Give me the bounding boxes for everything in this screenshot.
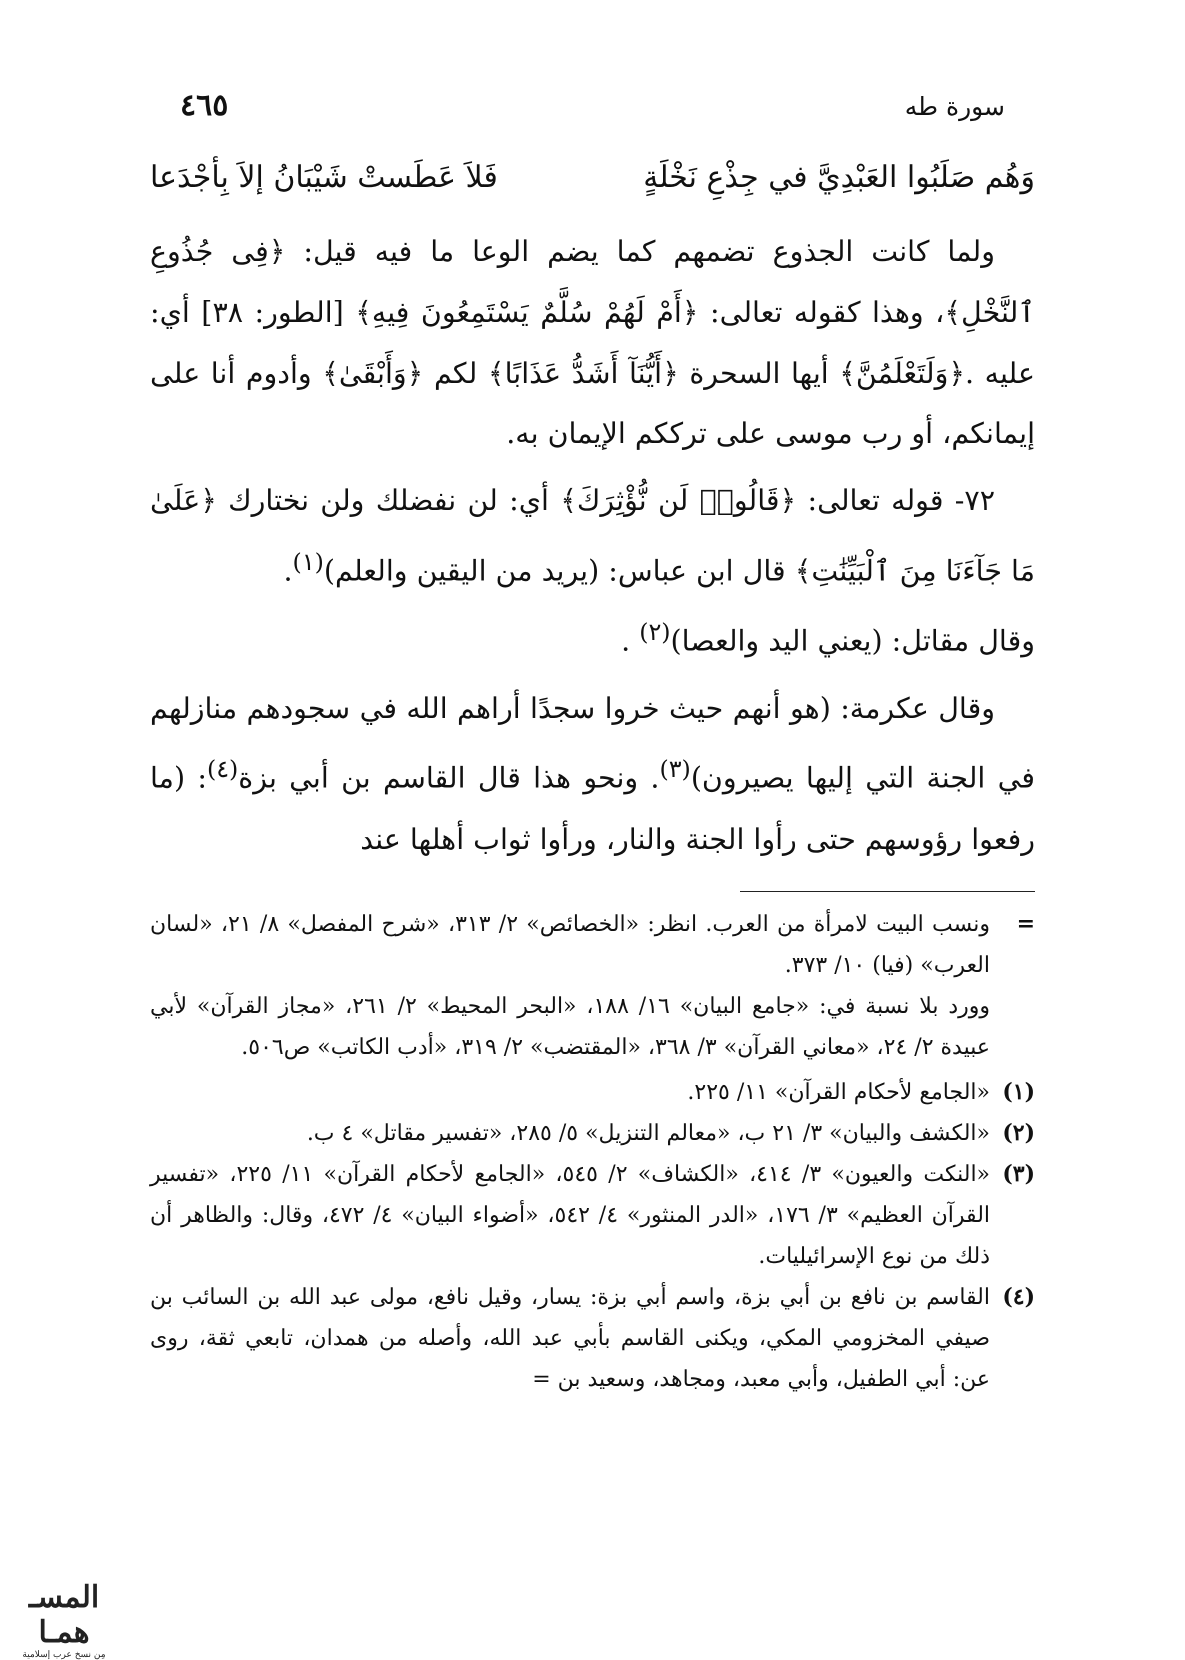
- footnote-ref-1[interactable]: (١): [292, 547, 324, 576]
- paragraph-2: [150, 471, 1035, 602]
- surah-title: سورة طه: [904, 92, 1005, 121]
- text-run: .: [283, 554, 293, 588]
- text-run: ، وهذا كقوله تعالى:: [709, 295, 945, 329]
- text-run: . ونحو هذا قال القاسم بن أبي بزة: [238, 761, 660, 795]
- footnote-separator: [740, 891, 1035, 892]
- footnote-continuation-2: [150, 986, 1035, 1068]
- quran-quote: ﴿فِى جُذُوعِ ٱلنَّخْلِ﴾: [150, 235, 1036, 329]
- text-run: : (ما رفعوا رؤوسهم حتى رأوا الجنة والنار، ورأوا ثواب أهلها عند: [150, 761, 1035, 856]
- quran-quote: ﴿أَيُّنَآ أَشَدُّ عَذَابًا﴾: [487, 356, 679, 390]
- footnote-number: (٢): [1002, 1120, 1035, 1146]
- footnote-ref-3[interactable]: (٣): [659, 755, 691, 784]
- text-run: وقال عكرمة: (هو أنهم حيث خروا سجدًا أراهم الله في سجودهم منازلهم في الجنة التي إليها يصيرون): [150, 691, 1035, 795]
- quran-quote: ﴿وَلَتَعْلَمُنَّ﴾: [839, 356, 966, 390]
- text-run: وأدوم أنا على إيمانكم، أو رب موسى على ترككم الإيمان به.: [150, 356, 1035, 451]
- text-run: لكم: [433, 356, 478, 390]
- quran-quote: ﴿وَأَبْقَىٰ﴾: [322, 356, 424, 390]
- footnote-4: [150, 1277, 1035, 1400]
- text-run: وقال مقاتل: (يعني اليد والعصا): [670, 624, 1035, 658]
- continuation-marker: =: [1016, 911, 1035, 937]
- footnote-1: [150, 1072, 1035, 1113]
- paragraph-2b: [150, 602, 1035, 672]
- quran-quote: ﴿قَالُوا۟ لَن نُّؤْثِرَكَ﴾: [560, 484, 797, 518]
- watermark-text: المسـ همـا: [28, 1580, 100, 1650]
- footnote-3: [150, 1154, 1035, 1277]
- footnote-number: (٤): [1002, 1284, 1035, 1310]
- quran-quote: ﴿أَمْ لَهُمْ سُلَّمٌ يَسْتَمِعُونَ فِيهِ﴾: [355, 295, 699, 329]
- footnote-text: القاسم بن نافع بن أبي بزة، واسم أبي بزة: يسار، وقيل نافع، مولى عبد الله بن السائب بن صيفي المخزومي المكي، ويكنى القاسم بأبي عبد الله، وأصله من همدان، تابعي ثقة، روى عن: أبي الطفيل، وأبي معبد، ومجاهد، وسعيد بن =: [150, 1285, 990, 1392]
- footnote-continuation: [150, 904, 1035, 986]
- text-run: .: [621, 624, 640, 658]
- page-header: [180, 88, 1005, 132]
- footnote-text: «النكت والعيون» ٣/ ٤١٤، «الكشاف» ٢/ ٥٤٥، «الجامع لأحكام القرآن» ١١/ ٢٢٥، «تفسير القرآن العظيم» ٣/ ١٧٦، «الدر المنثور» ٤/ ٥٤٢، «أضواء البيان» ٤/ ٤٧٢، وقال: والظاهر أن ذلك من نوع الإسرائيليات.: [150, 1162, 991, 1269]
- watermark-subtext: مِن نسخ عرب إسلامية: [22, 1650, 106, 1660]
- footnote-ref-4[interactable]: (٤): [206, 755, 239, 784]
- watermark-logo: [4, 1580, 124, 1660]
- footnote-2: [150, 1113, 1035, 1154]
- footnotes: [150, 904, 1035, 1400]
- text-run: ولما كانت الجذوع تضمهم كما يضم الوعا ما فيه قيل:: [303, 235, 995, 268]
- text-run: [الطور: ٣٨] أي: عليه .: [150, 295, 1035, 390]
- footnote-number: (١): [1002, 1079, 1035, 1105]
- paragraph-3: [150, 679, 1035, 871]
- footnote-text: «الجامع لأحكام القرآن» ١١/ ٢٢٥.: [687, 1080, 990, 1105]
- text-run: أي: لن نفضلك ولن نختارك: [228, 484, 549, 518]
- footnote-ref-2[interactable]: (٢): [639, 618, 671, 647]
- footnote-number: (٣): [1002, 1161, 1035, 1187]
- text-run: ٧٢- قوله تعالى:: [807, 484, 996, 518]
- paragraph-1: [150, 222, 1035, 465]
- page-number: ٤٦٥: [180, 88, 229, 123]
- verse-second-hemistich: فَلاَ عَطَستْ شَيْبَانُ إلاَ بِأجْدَعا: [150, 160, 498, 195]
- main-text: [150, 222, 1035, 870]
- footnote-text: وورد بلا نسبة في: «جامع البيان» ١٦/ ١٨٨، «البحر المحيط» ٢/ ٢٦١، «مجاز القرآن» لأبي عبيدة ٢/ ٢٤، «معاني القرآن» ٣/ ٣٦٨، «المقتضب» ٢/ ٣١٩، «أدب الكاتب» ص٥٠٦.: [150, 994, 991, 1060]
- verse-first-hemistich: وَهُم صَلَبُوا العَبْدِيَّ في جِذْعِ نَخْلَةٍ: [643, 160, 1035, 195]
- poetry-verse: [150, 160, 1035, 216]
- quran-quote: ﴿عَلَىٰ مَا جَآءَنَا مِنَ ٱلْبَيِّنَٰتِ﴾: [150, 484, 1035, 588]
- footnote-text: ونسب البيت لامرأة من العرب. انظر: «الخصائص» ٢/ ٣١٣، «شرح المفصل» ٨/ ٢١، «لسان العرب» (فيا) ١٠/ ٣٧٣.: [150, 912, 990, 978]
- footnote-text: «الكشف والبيان» ٣/ ٢١ ب، «معالم التنزيل» ٥/ ٢٨٥، «تفسير مقاتل» ٤ ب.: [306, 1121, 990, 1146]
- text-run: قال ابن عباس: (يريد من اليقين والعلم): [323, 554, 786, 588]
- text-run: أيها السحرة: [689, 356, 829, 390]
